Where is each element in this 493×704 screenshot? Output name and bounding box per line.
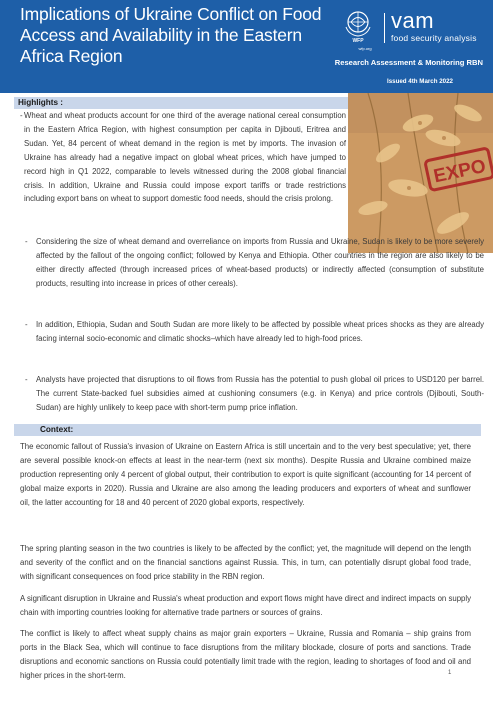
vam-logo-text: vam (391, 8, 435, 33)
context-paragraph-4: The conflict is likely to affect wheat supply chains as major grain exporters – Ukraine, Russia and Romania – ship grains from ports in the Black Sea, which will continue to face disruptions from the military blockade, closure of ports and sanctions. Trade disruptions and economic sanctions on Russia could potentially limit trade with the region, leading to shortages of food and oil and higher prices in the short-term. (20, 629, 471, 680)
highlights-heading: Highlights : (18, 98, 64, 107)
page-number: 1 (448, 670, 452, 676)
report-header (0, 0, 493, 93)
highlight-text: Considering the size of wheat demand and overreliance on imports from Russia and Ukraine, Sudan is likely to be more severely affected by the fallout of the ongoing conflict; followed by Kenya and Ethiopia. Other countries in the region are also likely to be either directly affected (through increased prices of wheat-based products) or indirectly affected (consumption of substitute products, resulting into increase in prices of other cereals). (36, 237, 484, 288)
highlight-bullet-1: - Wheat and wheat products account for one third of the average national cereal consumption in the Eastern Africa Region, with highest consumption per capita in Djibouti, Eritrea and Sudan. Yet, 84 percent of wheat demand in the region is met by imports. The invasion of Ukraine has already had a negative impact on global wheat prices, which have jumped to record high in Q1 2022, comparable to levels witnessed during the 2008 global financial crisis. In addition, Ukraine and Russia could impose export tariffs or trade restrictions including export bans on wheat to support domestic food needs, should the crisis prolong. (20, 111, 346, 204)
wheat-export-photo (348, 93, 493, 253)
vam-subtitle: food security analysis (391, 33, 477, 43)
wfp-logo (341, 9, 375, 45)
report-title: Implications of Ukraine Conflict on Food Access and Availability in the Eastern Africa Region (20, 4, 322, 66)
highlight-text: Wheat and wheat products account for one third of the average national cereal consumption in the Eastern Africa Region, with highest consumption per capita in Djibouti, Eritrea and Sudan. Yet, 84 percent of wheat demand in the region is met by imports. The invasion of Ukraine has already had a negative impact on global wheat prices, which have jumped to record high in Q1 2022, comparable to levels witnessed during the 2008 global financial crisis. In addition, Ukraine and Russia could impose export tariffs or trade restrictions including export bans on wheat to support domestic food needs, should the crisis prolong. (24, 111, 346, 204)
logo-divider (384, 13, 385, 43)
highlight-bullet-3: - In addition, Ethiopia, Sudan and South Sudan are more likely to be affected by possible wheat prices shocks as they are already facing internal socio-economic and climatic shocks–which have already led to high-food prices. (25, 320, 484, 343)
issued-date: Issued 4th March 2022 (386, 78, 453, 85)
context-paragraph-3: A significant disruption in Ukraine and Russia's wheat production and export flows might have direct and indirect impacts on supply chain with importing countries looking for alternative trade partners or sources of grains. (20, 594, 471, 617)
context-heading: Context: (40, 425, 74, 434)
svg-text:WFP: WFP (352, 38, 364, 44)
context-paragraph-2: The spring planting season in the two countries is likely to be affected by the conflict; yet, the magnitude will depend on the length and severity of the conflict and on the financial sanctions against Russia. This, in turn, can potentially disrupt global food trade, with significant consequences on food price stability in the RBN region. (20, 544, 471, 581)
export-stamp: EXPO (431, 155, 488, 188)
highlight-bullet-4: - Analysts have projected that disruptions to oil flows from Russia has the potential to push global oil prices to USD120 per barrel. The current State-backed fuel subsidies aimed at cushioning consumers (e.g. in Kenya) and price controls (Djibouti, South-Sudan) are highly unlikely to keep pace with short-term pump price inflation. (25, 375, 484, 412)
context-paragraph-1: The economic fallout of Russia's invasion of Ukraine on Eastern Africa is still uncertain and to the very best speculative; yet, there are several possible knock-on effects at least in the near-term (next six months). Despite Russia and Ukraine combined maize production representing only 4 percent of global output, their contribution to export is quite significant (accounting for 14 percent of global maize exports in 2020). Russia and Ukraine are also among the leading producers and exporters of wheat and sunflower oil, the latter accounting for 18 and 40 percent of 2020 global exports, respectively. (20, 442, 471, 507)
rbn-line: Research Assessment & Monitoring RBN (334, 58, 483, 67)
context-bar (14, 424, 481, 436)
highlights-bar (14, 97, 348, 109)
highlight-text: Analysts have projected that disruptions to oil flows from Russia has the potential to push global oil prices to USD120 per barrel. The current State-backed fuel subsidies aimed at cushioning consumers (e.g. in Kenya) and price controls (Djibouti, South-Sudan) are highly unlikely to keep pace with short-term pump price inflation. (36, 375, 484, 412)
highlight-bullet-2: - Considering the size of wheat demand and overreliance on imports from Russia and Ukraine, Sudan is likely to be more severely affected by the fallout of the ongoing conflict; followed by Kenya and Ethiopia. Other countries in the region are also likely to be either directly affected (through increased prices of wheat-based products) or indirectly affected (consumption of substitute products, resulting into increase in prices of other cereals). (25, 237, 484, 288)
wfp-url: wfp.org (358, 46, 372, 51)
highlight-text: In addition, Ethiopia, Sudan and South Sudan are more likely to be affected by possible wheat prices shocks as they are already facing internal socio-economic and climatic shocks–which have already led to high-food prices. (36, 320, 484, 343)
